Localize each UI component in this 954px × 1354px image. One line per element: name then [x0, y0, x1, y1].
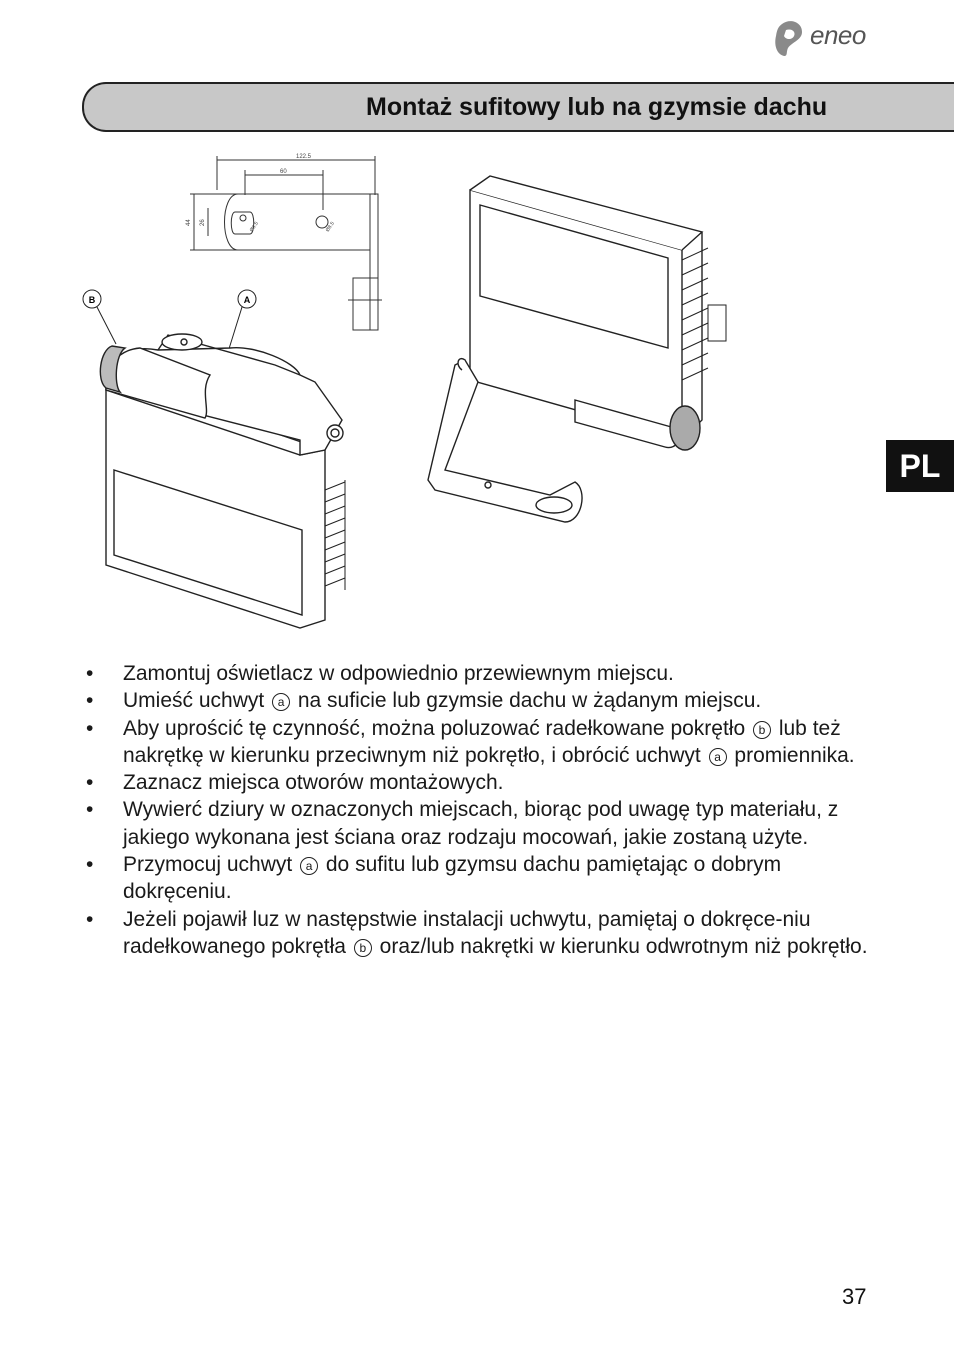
list-item: • Jeżeli pojawił luz w następstwie instalacji uchwytu, pamiętaj o dokręce-niu radełkowanego pokrętła b oraz/lub nakrętki w kierunku odwrotnym niż pokrętło. — [86, 906, 876, 961]
instruction-list — [86, 660, 876, 960]
circled-symbol: b — [753, 721, 771, 739]
dim-height: 44 — [186, 219, 192, 226]
mounting-illustration — [70, 150, 750, 640]
callout-b-label: B — [88, 295, 96, 305]
instruction-text: Zamontuj oświetlacz w odpowiednio przewiewnym miejscu. — [123, 662, 674, 685]
circled-symbol: b — [354, 939, 372, 957]
device-bracket-mount — [428, 176, 726, 522]
list-item — [86, 769, 876, 796]
dim-height-inner: 26 — [200, 219, 206, 226]
page-number: 37 — [842, 1284, 867, 1309]
dim-inner: 60 — [280, 169, 287, 175]
brand-name: eneo — [810, 20, 866, 50]
callout-a-label: A — [243, 295, 251, 305]
language-tab: PL — [886, 440, 954, 492]
device-ceiling-mount — [100, 334, 345, 640]
list-item — [86, 796, 876, 851]
dim-hole-a: Ø8.5 — [248, 220, 260, 234]
circled-symbol: a — [272, 693, 290, 711]
dim-hole-b: Ø8.5 — [324, 220, 336, 234]
circled-symbol: a — [300, 857, 318, 875]
list-item: • Umieść uchwyt a na suficie lub gzymsie dachu w żądanym miejscu. — [86, 687, 876, 714]
page-title: Montaż sufitowy lub na gzymsie dachu — [366, 93, 828, 121]
bracket-dimension-drawing — [190, 156, 382, 330]
list-item — [86, 660, 876, 687]
list-item: • Aby uprościć tę czynność, można poluzować radełkowane pokrętło b lub też nakrętkę w kierunku przeciwnym niż pokrętło, i obrócić uchwyt a promiennika. — [86, 715, 876, 770]
dim-total: 122.5 — [296, 154, 312, 160]
list-item: • Przymocuj uchwyt a do sufitu lub gzymsu dachu pamiętając o dobrym dokręceniu. — [86, 851, 876, 906]
instruction-text: Zaznacz miejsca otworów montażowych. — [123, 771, 504, 795]
circled-symbol: a — [709, 748, 727, 766]
instruction-text: Wywierć dziury w oznaczonych miejscach, biorąc pod uwagę typ materiału, z jakiego wykonana jest ściana oraz rodzaju mocowań, jakie zostaną użyte. — [123, 798, 839, 849]
